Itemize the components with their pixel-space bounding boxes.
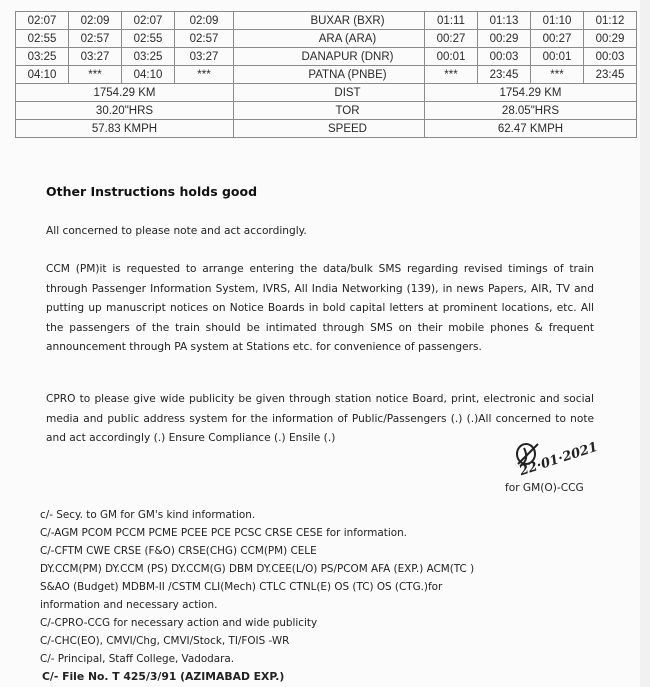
station-name: ARA (ARA) <box>234 30 425 48</box>
copy-line: C/-CFTM CWE CRSE (F&O) CRSE(CHG) CCM(PM) CELE <box>40 545 317 557</box>
summary-row-speed: 57.83 KMPH SPEED 62.47 KMPH <box>16 120 637 138</box>
section-heading: Other Instructions holds good <box>46 184 258 199</box>
summary-row-distance: 1754.29 KM DIST 1754.29 KM <box>16 84 637 102</box>
copy-line: C/- Principal, Staff College, Vadodara. <box>40 653 235 665</box>
paragraph-cpro-instruction: CPRO to please give wide publicity be given through station notice Board, print, electronic and social media and public address system for the information of Public/Passengers (.) (.)All concerned to note and act accordingly (.) Ensure Compliance (.) Ensile (.) <box>46 393 594 444</box>
copy-line: DY.CCM(PM) DY.CCM (PS) DY.CCM(G) DBM DY.CEE(L/O) PS/PCOM AFA (EXP.) ACM(TC ) <box>40 563 475 575</box>
page-edge <box>640 0 650 687</box>
copy-line: c/- Secy. to GM for GM's kind information. <box>40 509 256 521</box>
table-row: 04:10 *** 04:10 *** PATNA (PNBE) *** 23:45 *** 23:45 <box>16 66 637 84</box>
summary-label: SPEED <box>234 120 425 138</box>
summary-label: TOR <box>234 102 425 120</box>
table-row: 03:25 03:27 03:25 03:27 DANAPUR (DNR) 00:01 00:03 00:01 00:03 <box>16 48 637 66</box>
copy-to-list <box>40 506 474 686</box>
summary-row-time: 30.20"HRS TOR 28.05"HRS <box>16 102 637 120</box>
file-number: C/- File No. T 425/3/91 (AZIMABAD EXP.) <box>42 670 285 683</box>
signature-date: 22·01·2021 <box>517 439 600 480</box>
paragraph-note: All concerned to please note and act accordingly. <box>46 225 307 237</box>
station-name: DANAPUR (DNR) <box>234 48 425 66</box>
signatory: for GM(O)-CCG <box>505 482 584 494</box>
timetable <box>15 11 637 138</box>
copy-line: S&AO (Budget) MDBM-II /CSTM CLI(Mech) CTLC CTNL(E) OS (TC) OS (CTG.)for <box>40 581 443 593</box>
copy-line: C/-CHC(EO), CMVI/Chg, CMVI/Stock, TI/FOIS -WR <box>40 635 290 647</box>
station-name: PATNA (PNBE) <box>234 66 425 84</box>
station-name: BUXAR (BXR) <box>234 12 425 30</box>
table-row: 02:07 02:09 02:07 02:09 BUXAR (BXR) 01:11 01:13 01:10 01:12 <box>16 12 637 30</box>
copy-line: C/-AGM PCOM PCCM PCME PCEE PCE PCSC CRSE CESE for information. <box>40 527 407 539</box>
copy-line: C/-CPRO-CCG for necessary action and wide publicity <box>40 617 318 629</box>
paragraph-ccm-instruction: CCM (PM)it is requested to arrange entering the data/bulk SMS regarding revised timings of train through Passenger Information System, IVRS, All India Networking (139), in news Papers, AIR, TV and putting up manuscript notices on Notice Boards in bold capital letters at prominent locations, etc. All the passengers of the train should be intimated through SMS on their mobile phones & frequent announcement through PA system at Stations etc. for convenience of passengers. <box>46 263 594 353</box>
copy-line: information and necessary action. <box>40 599 218 611</box>
table-row: 02:55 02:57 02:55 02:57 ARA (ARA) 00:27 00:29 00:27 00:29 <box>16 30 637 48</box>
summary-label: DIST <box>234 84 425 102</box>
